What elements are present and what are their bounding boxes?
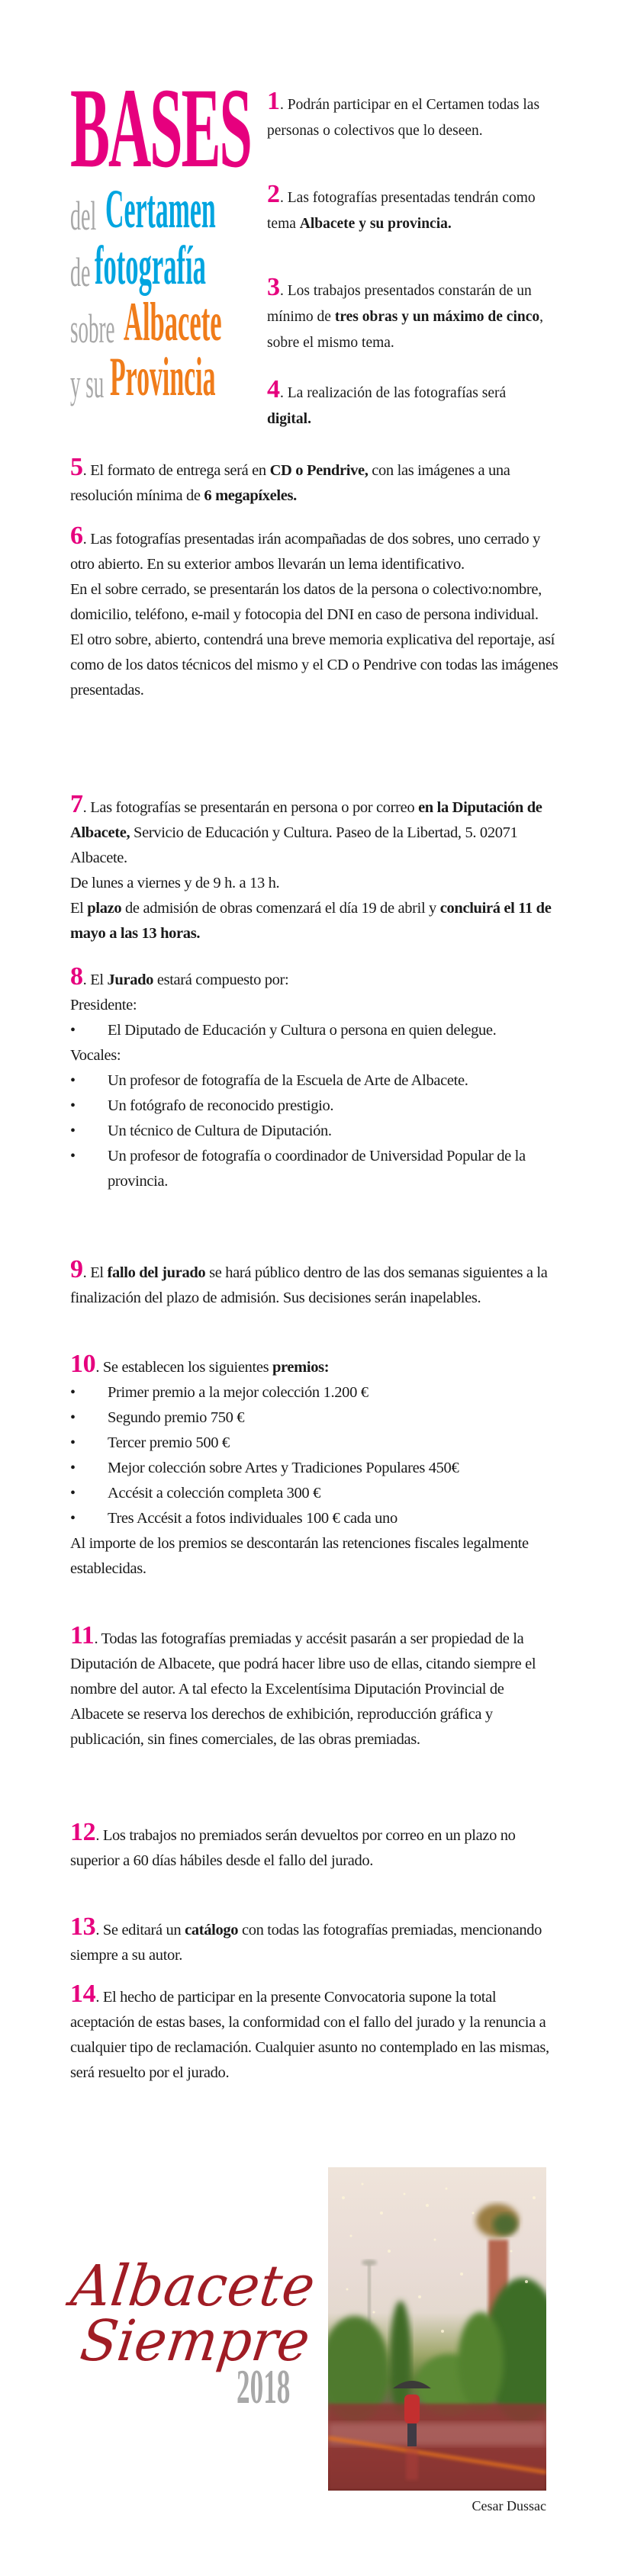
president-list [70, 1018, 558, 1043]
photo-illustration [328, 2167, 546, 2491]
title-line-certamen [70, 177, 246, 239]
base-item-12 [70, 1818, 558, 1874]
item-text: . Todas las fotografías premiadas y accésit pasarán a ser propiedad de la Diputación de Albacete, que podrá hacer libre uso de ellas, citando siempre el nombre del autor. A tal efecto la Excelentísima Diputación Provincial de Albacete se reserva los derechos de exhibición, reproducción gráfica y publicación, sin fines comerciales, de las obras premiadas. [70, 1630, 536, 1748]
prize-item: • Tres Accésit a fotos individuales 100 € cada uno [70, 1506, 558, 1531]
list-item: • El Diputado de Educación y Cultura o persona en quien delegue. [70, 1018, 558, 1043]
item-text: . El [82, 972, 108, 988]
item-number: 1 [267, 87, 280, 115]
title-big-provincia: Provincia [110, 346, 216, 407]
item-bold-text: Jurado [107, 972, 154, 988]
base-item-5 [70, 453, 558, 509]
base-item-3 [267, 273, 549, 356]
item-bold-text: Albacete y su provincia. [299, 216, 452, 232]
title-small-ysu: y su [70, 361, 105, 406]
item-number: 4 [267, 375, 280, 403]
title-small-de: de [70, 249, 91, 295]
item-text: . Los trabajos no premiados serán devueltos por correo en un plazo no superior a 60 días hábiles desde el fallo del jurado. [70, 1827, 516, 1869]
item-bold-text: catálogo [185, 1922, 239, 1938]
vocales-list [70, 1068, 558, 1194]
item-bold-text: tres obras y un máximo de cinco [334, 309, 540, 325]
tree-right2 [458, 2312, 504, 2411]
item-text: . Se editará un [95, 1922, 185, 1938]
item-text: . La realización de las fotografías será [280, 385, 507, 401]
title-bases: BASES [70, 65, 251, 191]
prize-item: • Mejor colección sobre Artes y Tradiciones Populares 450€ [70, 1456, 558, 1481]
person-reflection [406, 2449, 418, 2480]
title-big-fotografia: fotografía [95, 235, 206, 296]
item-number: 6 [70, 522, 83, 550]
list-item: • Un fotógrafo de reconocido prestigio. [70, 1094, 558, 1119]
item-text: . Se establecen los siguientes [95, 1359, 272, 1376]
title-line-provincia [70, 345, 246, 407]
base-item-8 [70, 962, 558, 1194]
item-text: . Las fotografías presentadas tendrán como tema [267, 190, 536, 232]
base-item-9 [70, 1255, 558, 1311]
item-text: . Las fotografías presentadas irán acompañadas de dos sobres, uno cerrado y otro abierto. En su exterior ambos llevarán un lema identificativo. [70, 531, 540, 573]
title-big-albacete: Albacete [124, 291, 222, 352]
prizes-list [70, 1380, 558, 1531]
item-bold-text: plazo [87, 900, 122, 917]
logo-siempre: Siempre [76, 2308, 314, 2374]
cover-photo [328, 2167, 546, 2491]
list-item: • Un profesor de fotografía o coordinador de Universidad Popular de la provincia. [70, 1144, 558, 1194]
list-item: • Un profesor de fotografía de la Escuela de Arte de Albacete. [70, 1068, 558, 1094]
person-legs [407, 2423, 417, 2446]
item-number: 14 [70, 1980, 96, 2008]
item-number: 5 [70, 453, 83, 481]
item-bold-text: fallo del jurado [107, 1264, 206, 1281]
item-bold-text: digital. [267, 411, 311, 427]
prize-item: • Segundo premio 750 € [70, 1405, 558, 1431]
item-bold-text: en la Diputación de Albacete, [70, 799, 542, 841]
item-number: 7 [70, 790, 83, 818]
title-small-sobre: sobre [70, 306, 115, 352]
item-bold-text: CD o Pendrive, [269, 462, 369, 479]
logo-year: 2018 [237, 2359, 291, 2414]
item-number: 11 [70, 1621, 95, 1649]
title-line-fotografia [70, 233, 246, 296]
item-number: 13 [70, 1913, 96, 1941]
prize-item: • Primer premio a la mejor colección 1.200 € [70, 1380, 558, 1405]
list-item: • Un técnico de Cultura de Diputación. [70, 1119, 558, 1144]
item-text: con las imágenes a una resolución mínima de [70, 462, 510, 504]
base-item-1 [267, 87, 549, 144]
item-number: 8 [70, 962, 83, 991]
item-text: con todas las fotografías premiadas, mencionando siempre a su autor. [70, 1922, 542, 1964]
item-text: . Los trabajos presentados constarán de un mínimo de [267, 283, 532, 325]
item-text: . Podrán participar en el Certamen todas las personas o colectivos que lo deseen. [267, 97, 540, 139]
item-text: se hará público dentro de las dos semanas siguientes a la finalización del plazo de admisión. Sus decisiones serán inapelables. [70, 1264, 548, 1306]
item-text: , sobre el mismo tema. [267, 309, 543, 351]
prizes-note: Al importe de los premios se descontarán las retenciones fiscales legalmente establecidas. [70, 1535, 529, 1577]
item-text: . El hecho de participar en la presente Convocatoria supone la total aceptación de estas bases, la conformidad con el fallo del jurado y la renuncia a cualquier tipo de reclamación. Cualquier asunto no contemplado en las mismas, será resuelto por el jurado. [70, 1989, 549, 2081]
logo-albacete: Albacete [67, 2253, 320, 2319]
base-item-10 [70, 1350, 558, 1582]
photo-caption: Cesar Dussac [472, 2498, 546, 2513]
title-block [70, 65, 251, 191]
item-number: 10 [70, 1350, 96, 1378]
item-bold-text: 6 megapíxeles. [204, 487, 297, 504]
item-paragraph: El otro sobre, abierto, contendrá una breve memoria explicativa del reportaje, así como de los datos técnicos del mismo y el CD o Pendrive con todas las imágenes presentadas. [70, 631, 558, 699]
item-number: 3 [267, 273, 280, 301]
item-text: . El formato de entrega será en [82, 462, 270, 479]
wet-ground [328, 2404, 546, 2491]
president-label: Presidente: [70, 997, 137, 1013]
base-item-6 [70, 522, 558, 703]
albacete-siempre-logo [67, 2253, 320, 2429]
title-small-del: del [70, 193, 97, 239]
item-bold-text: concluirá el 11 de mayo a las 13 horas. [70, 900, 552, 942]
base-item-13 [70, 1913, 558, 1968]
item-text: de admisión de obras comenzará el día 19 de abril y [121, 900, 440, 917]
title-big-certamen: Certamen [105, 178, 216, 239]
item-paragraph: De lunes a viernes y de 9 h. a 13 h. [70, 875, 280, 891]
item-text: . Las fotografías se presentarán en persona o por correo [82, 799, 419, 816]
base-item-7 [70, 790, 558, 946]
title-line-albacete [70, 290, 246, 352]
base-item-4 [267, 375, 549, 432]
lamp-head [362, 2260, 377, 2266]
item-number: 9 [70, 1255, 83, 1283]
item-text: Servicio de Educación y Cultura. Paseo de la Libertad, 5. 02071 Albacete. [70, 824, 518, 866]
item-number: 12 [70, 1818, 96, 1846]
item-bold-text: premios: [272, 1359, 330, 1376]
prize-item: • Tercer premio 500 € [70, 1431, 558, 1456]
item-text: El [70, 900, 88, 917]
base-item-11 [70, 1621, 558, 1752]
base-item-14 [70, 1980, 558, 2086]
item-text: . El [82, 1264, 108, 1281]
item-text: estará compuesto por: [153, 972, 289, 988]
prize-item: • Accésit a colección completa 300 € [70, 1481, 558, 1506]
tower-top-green [493, 2214, 517, 2235]
base-item-2 [267, 180, 549, 237]
item-number: 2 [267, 180, 280, 208]
vocales-label: Vocales: [70, 1047, 121, 1064]
person-coat [404, 2395, 420, 2423]
item-paragraph: En el sobre cerrado, se presentarán los datos de la persona o colectivo:nombre, domicilio, teléfono, e-mail y fotocopia del DNI en caso de persona individual. [70, 581, 542, 623]
